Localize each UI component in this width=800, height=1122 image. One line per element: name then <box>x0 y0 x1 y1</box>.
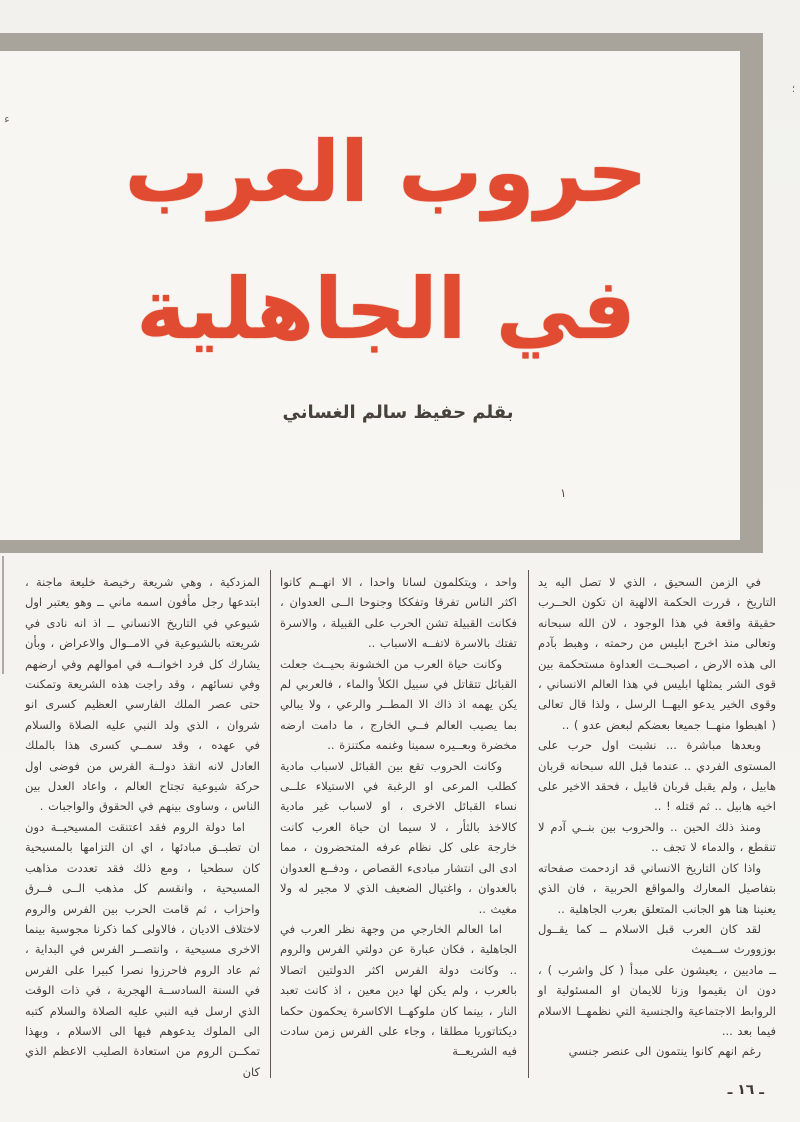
scan-artifact-mark: ١ <box>560 486 567 500</box>
column-left <box>20 570 270 1078</box>
scan-artifact-mark: ؛ <box>791 84 795 95</box>
title-line-2: في الجاهلية <box>136 260 636 358</box>
paragraph: اما العالم الخارجي من وجهة نظر العرب في الجاهلية ، فكان عبارة عن دولتي الفرس والروم .. وكانت دولة الفرس اكثر الدولتين اتصالا بالعرب ، ولم يكن لها دين معين ، اذ كانت تعبد النار ، بينما كان ملوكهــا الاكاسرة يحكمون حكما ديكتاتوريا مطلقا ، وجاء على الفرس زمن سادت فيه الشريعــة <box>280 921 517 1059</box>
scan-edge-line <box>2 556 4 674</box>
paragraph: اما دولة الروم فقد اعتنقت المسيحيــة دون ان تطبــق مبادئها ، اي ان التزامها بالمسيحية كان سطحيا ، ومع ذلك فقد تعددت مذاهب المسيحية ، وانقسم كل مذهب الــى فــرق واحزاب ، ثم قامت الحرب بين الفرس والروم لاختلاف الاديان ، فالاولى كما ذكرنا مجوسية بينما الاخرى مسيحية ، وانتصــر الفرس في البداية ، ثم عاد الروم فاحرزوا نصرا كبيرا على الفرس في السنة السادســة الهجرية ، في ذات الوقت الذي ارسل فيه النبي عليه الصلاة والسلام كتبه الى الملوك يدعوهم فيها الى الاسلام ، وبهذا تمكــن الروم من استعادة الصليب الاعظم الذي كان <box>25 819 260 1078</box>
column-right <box>528 570 790 1078</box>
paragraph: واحد ، ويتكلمون لسانا واحدا ، الا انهــم كانوا اكثر الناس تفرقا وتفككا وجنوحا الــى العدوان ، فكانت القبيلة تشن الحرب على القبيلة ، والاسرة تفتك بالاسرة لاتفــه الاسباب .. <box>280 575 517 651</box>
paragraph: رغم انهم كانوا ينتمون الى عنصر جنسي <box>568 1044 761 1059</box>
paragraph: وكانت الحروب تقع بين القبائل لاسباب مادية كطلب المرعى او الرغبة في الاستيلاء علــى نساء القبائل الاخرى ، او لاسباب غير مادية كالاخذ بالثأر ، لا سيما ان حياة العرب كانت خارجة على كل نظام عرفه المتحضرون ، مما ادى الى انتشار مبادىء القصاص ، ودفــع العدوان بالعدوان ، واغتيال الضعيف الذي لا مجير له ولا مغيث .. <box>280 758 517 916</box>
paragraph: المزدكية ، وهي شريعة رخيصة خليعة ماجنة ، ابتدعها رجل مأفون اسمه ماني ــ وهو يعتبر اول شيوعي في التاريخ الانساني ــ اذ انه نادى في شريعته بالشيوعية في الامــوال والاعراض ، وبأن يشارك كل فرد اخوانــه في اموالهم وفي ارضهم وفي نسائهم ، وقد راجت هذه الشريعة وتمكنت حتى عصر الملك الفارسي العظيم كسرى انو شروان ، الذي ولد النبي عليه الصلاة والسلام في عهده ، وقد سمــي كسرى هذا بالملك العادل لانه انقذ دولــة الفرس من فوضى اول حركة شيوعية تجتاح العالم ، واعاد العدل بين الناس ، وساوى بينهم في الحقوق والواجبات . <box>25 575 260 814</box>
scan-artifact-mark: ء <box>4 112 10 126</box>
paragraph: واذا كان التاريخ الانساني قد ازدحمت صفحاته بتفاصيل المعارك والمواقع الحربية ، فان الذي يعنينا هنا هو الجانب المتعلق بعرب الجاهلية .. <box>538 860 776 916</box>
paragraph: في الزمن السحيق ، الذي لا تصل اليه يد التاريخ ، قررت الحكمة الالهية ان تكون الحــرب حقيقة واقعة في هذا الوجود ، لان الله سبحانه وتعالى منذ اخرج ابليس من رحمته ، وهبط بآدم الى هذه الارض ، اصبحــت العداوة مستحكمة بين قوى الشر يمثلها ابليس في هذا العالم الانساني ، وقوى الخير يدعو اليهــا الرسل ، ولذا قال تعالى ( اهبطوا منهــا جميعا بعضكم لبعض عدو ) .. <box>538 575 776 732</box>
byline: بقلم حفيظ سالم الغساني <box>282 402 514 423</box>
article-title <box>0 104 772 378</box>
paragraph: وكانت حياة العرب من الخشونة بحيــث جعلت القبائل تتقاتل في سبيل الكلأ والماء ، فالعربي لم يكن يهمه اذ ذاك الا المطــر والرعي ، ولا يبالي بما يصيب العالم فــي الخارج ، ما دامت ارضه مخضرة وبعــيره سمينا وغنمه مكتنزة .. <box>280 656 517 753</box>
title-line-1: حروب العرب <box>124 123 648 221</box>
paragraph: وبعدها مباشرة ... نشبت اول حرب على المستوى الفردي .. عندما قبل الله سبحانه قربان هابيل ، ولم يقبل قربان قابيل ، فحقد الاخير على اخيه هابيل .. ثم قتله ! .. <box>538 738 776 814</box>
paragraph: ومنذ ذلك الحين .. والحروب بين بنــي آدم لا تنقطع ، والدماء لا تجف .. <box>538 819 776 855</box>
article-body <box>10 570 790 1078</box>
paragraph: ــ ماديين ، يعيشون على مبدأ ( كل واشرب ) ، دون ان يقيموا وزنا للايمان او المسئولية او الروابط الاجتماعية والجنسية التي نظمهــا الاسلام فيما بعد ... <box>538 962 776 1038</box>
column-middle <box>270 570 528 1078</box>
page-number: ـ ١٦ ـ <box>727 1082 764 1098</box>
paragraph: لقد كان العرب قبل الاسلام ــ كما يقــول بوزوورث ســميث <box>538 921 776 957</box>
